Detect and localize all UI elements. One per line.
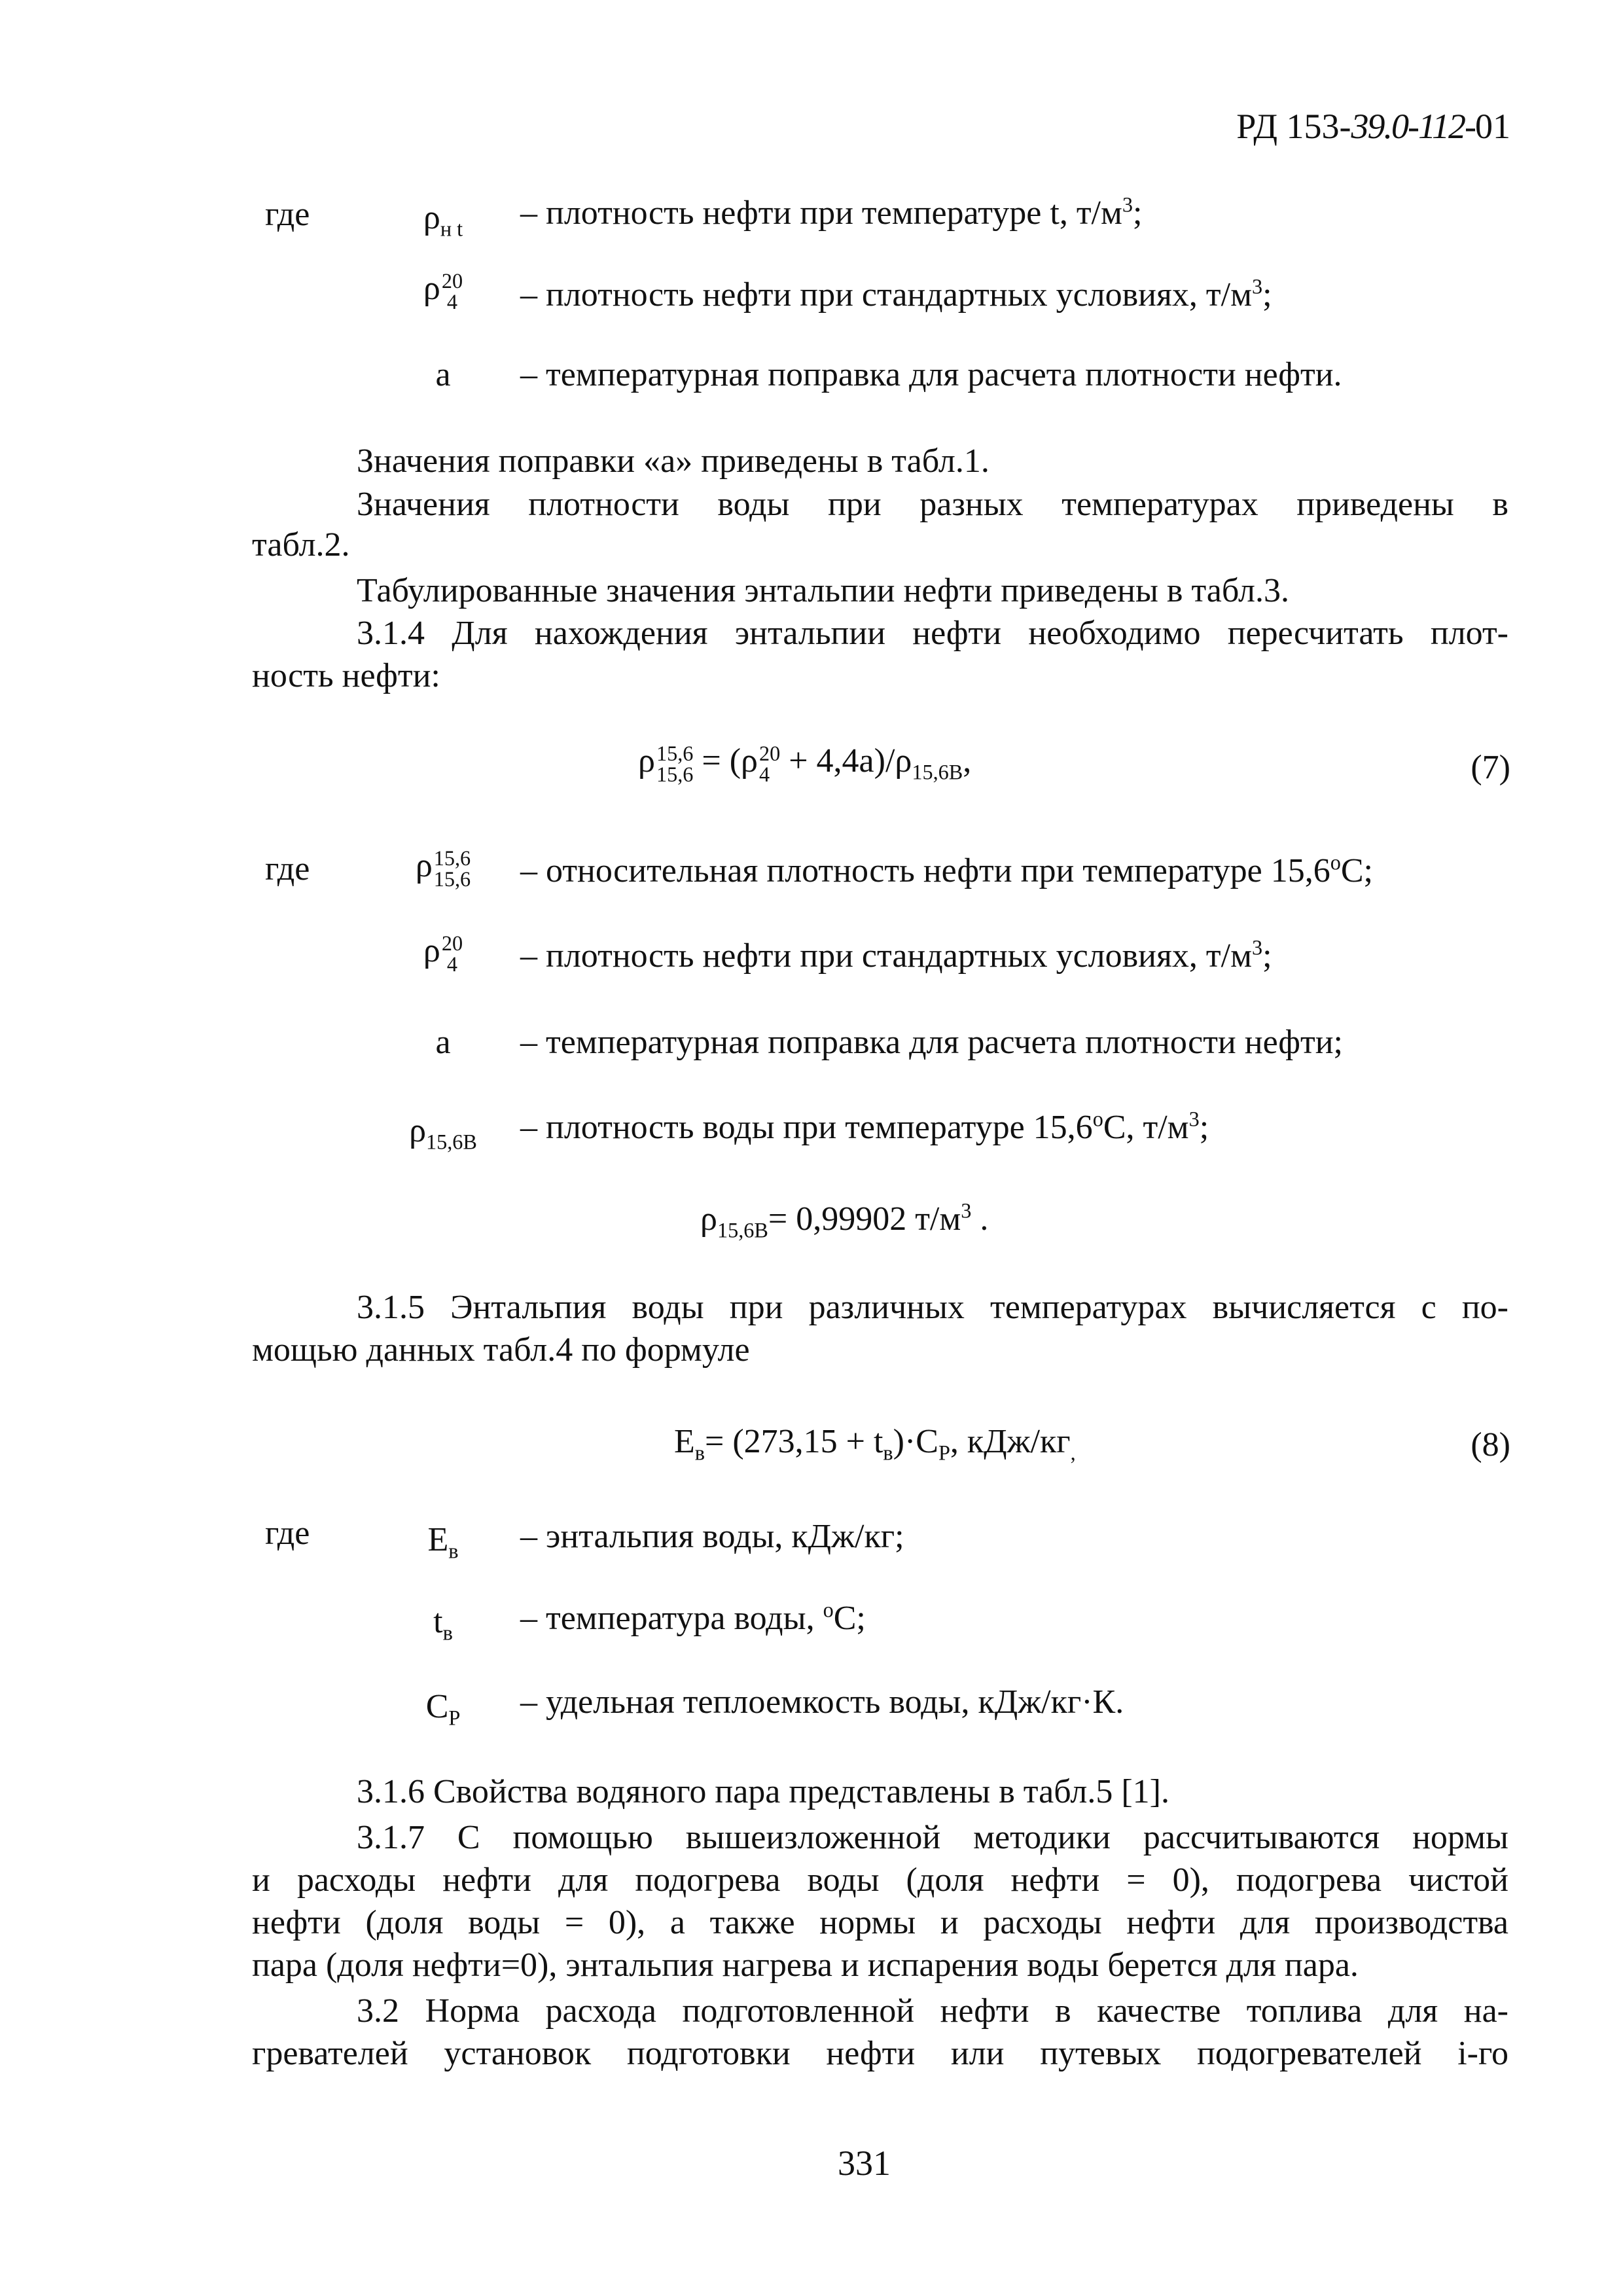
equation-rho-water: $\rho_{15,6В}= 0,99902$ $т/м^3$ . xyxy=(700,1198,989,1242)
paragraph: Значения поправки «а» приведены в табл.1. xyxy=(357,442,990,480)
paragraph: Значения плотности воды при разных температурах приведены в xyxy=(357,486,1508,523)
symbol-rho-15-6b: $\rho_{15,6В}$ xyxy=(409,1112,477,1154)
definition-text: – температурная поправка для расчета плотности нефти. xyxy=(520,356,1342,393)
paragraph: 3.1.5 Энтальпия воды при различных температурах вычисляется с по- xyxy=(357,1289,1508,1326)
paragraph: 3.1.7 С помощью вышеизложенной методики рассчитываются нормы xyxy=(357,1819,1508,1856)
definition-text: – температура воды, $^o$С; xyxy=(520,1598,866,1637)
paragraph: нефти (доля воды = 0), а также нормы и расходы нефти для производства xyxy=(252,1904,1508,1941)
definition-text: – температурная поправка для расчета плотности нефти; xyxy=(520,1024,1343,1061)
paragraph: ность нефти: xyxy=(252,657,440,694)
paragraph: пара (доля нефти=0), энтальпия нагрева и испарения воды берется для пара. xyxy=(252,1946,1359,1984)
definition-text: – относительная плотность нефти при температуре 15,6$^o$С; xyxy=(520,850,1374,889)
where-label: где xyxy=(265,850,310,888)
page-number: 331 xyxy=(838,2144,891,2183)
definition-text: – энтальпия воды, кДж/кг; xyxy=(520,1518,904,1555)
where-label: где xyxy=(265,196,310,233)
paragraph: 3.1.4 Для нахождения энтальпии нефти необходимо пересчитать плот- xyxy=(357,615,1508,652)
paragraph: гревателей установок подготовки нефти или путевых подогревателей i-го xyxy=(252,2035,1508,2072)
equation-number: (7) xyxy=(1471,749,1510,786)
paragraph: и расходы нефти для подогрева воды (доля нефти = 0), подогрева чистой xyxy=(252,1861,1508,1899)
equation-7: ρ 15,6 15,6 = (ρ 20 4 + $4,4а)/\rho_{15,6В}$, xyxy=(638,741,972,787)
paragraph: мощью данных табл.4 по формуле xyxy=(252,1331,750,1369)
symbol-t-v: $t_в$ xyxy=(433,1603,453,1645)
paragraph: 3.2 Норма расхода подготовленной нефти в качестве топлива для на- xyxy=(357,1992,1508,2030)
symbol-C-p: $С_Р$ xyxy=(425,1688,461,1730)
paragraph: табл.2. xyxy=(252,526,350,564)
where-label: где xyxy=(265,1515,310,1552)
definition-text: – плотность воды при температуре 15,6$^o$С, $т/м^3$; xyxy=(520,1107,1209,1146)
definition-text: – плотность нефти при температуре t, $т/м^3$; xyxy=(520,192,1143,232)
symbol-rho-20-4: ρ 20 4 xyxy=(423,931,463,977)
symbol-rho-ht: $\rho_{н t}$ xyxy=(423,199,463,241)
equation-8: $Е_в= (273,15 + t_в)\cdot С_Р$, кДж/$кг_,$ xyxy=(674,1423,1076,1465)
paragraph: 3.1.6 Свойства водяного пара представлены в табл.5 [1]. xyxy=(357,1773,1169,1810)
definition-text: – плотность нефти при стандартных условиях, $т/м^3$; xyxy=(520,935,1272,975)
paragraph: Табулированные значения энтальпии нефти приведены в табл.3. xyxy=(357,572,1289,609)
symbol-rho-15-6: ρ 15,6 15,6 xyxy=(415,846,471,891)
handwritten-code: 39.0-112- xyxy=(1351,107,1475,146)
equation-number: (8) xyxy=(1471,1426,1510,1463)
symbol-E-v: $Е_в$ xyxy=(427,1521,459,1563)
definition-text: – удельная теплоемкость воды, кДж/кг·К. xyxy=(520,1683,1124,1721)
symbol-rho-20-4: ρ 20 4 xyxy=(423,268,463,314)
document-code: РД 153-39.0-112-01 xyxy=(1236,107,1510,146)
symbol-a: а xyxy=(435,356,451,393)
symbol-a: а xyxy=(435,1024,451,1061)
definition-text: – плотность нефти при стандартных условиях, $т/м^3$; xyxy=(520,274,1272,314)
